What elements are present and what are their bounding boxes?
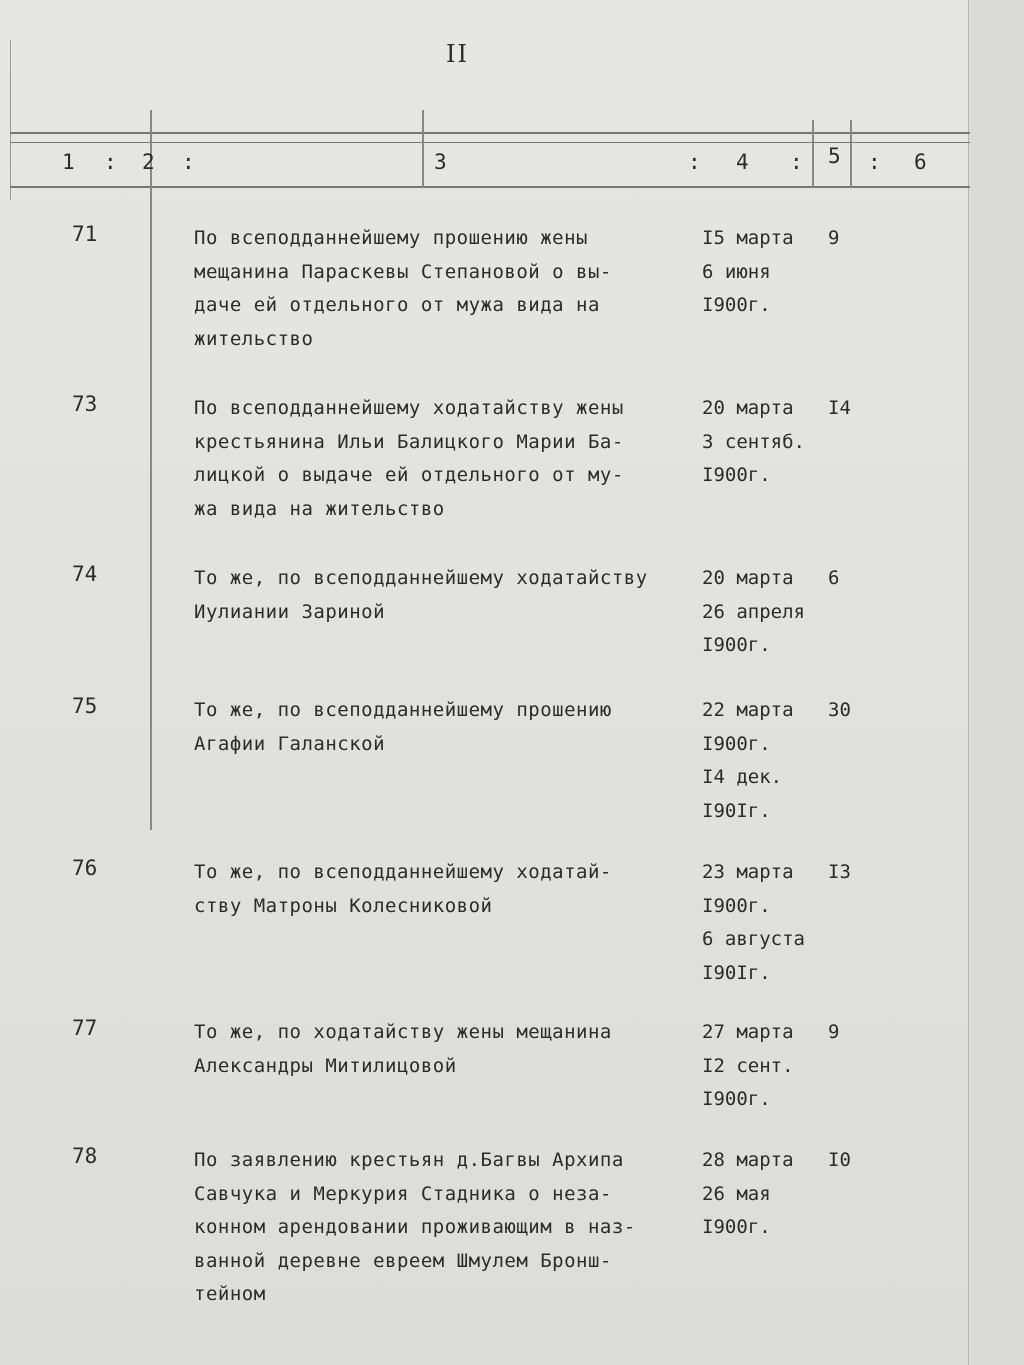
col-header-sep: :	[790, 150, 803, 174]
entry-number: 73	[72, 392, 98, 416]
entry-pages: 30	[828, 699, 851, 721]
col-header-sep: :	[868, 150, 881, 174]
entry-dates: 28 марта 26 мая I900г.	[702, 1149, 794, 1238]
entry-number: 77	[72, 1016, 98, 1040]
entry-dates: 20 марта 26 апреля I900г.	[702, 567, 805, 656]
entry-number: 75	[72, 694, 98, 718]
col-header-6: 6	[914, 150, 927, 174]
entry-pages: I3	[828, 861, 851, 883]
next-page-edge	[968, 0, 1024, 1365]
col-header-1: 1	[62, 150, 75, 174]
entry-pages: I4	[828, 397, 851, 419]
col-header-4: 4	[736, 150, 749, 174]
col-header-5: 5	[828, 144, 841, 168]
col-header-sep: :	[182, 150, 195, 174]
entry-number: 78	[72, 1144, 98, 1168]
col-header-3: 3	[434, 150, 447, 174]
entry-description: То же, по всеподданнейшему прошению Агафии Галанской	[194, 699, 612, 755]
page-number: II	[446, 40, 469, 68]
entry-dates: 27 марта I2 сент. I900г.	[702, 1021, 794, 1110]
column-rule-1	[150, 110, 152, 830]
entry-dates: 22 марта I900г. I4 дек. I90Iг.	[702, 699, 794, 822]
entry-dates: 20 марта 3 сентяб. I900г.	[702, 397, 805, 486]
entry-number: 76	[72, 856, 98, 880]
col-header-sep: :	[104, 150, 117, 174]
column-header-row	[0, 144, 1024, 180]
entry-description: То же, по всеподданнейшему ходатайству Иулиании Зариной	[194, 567, 648, 623]
entry-description: То же, по всеподданнейшему ходатай- ству Матроны Колесниковой	[194, 861, 612, 917]
col-header-sep: :	[688, 150, 701, 174]
entry-pages: 6	[828, 567, 840, 589]
entry-pages: I0	[828, 1149, 851, 1171]
header-top-rule	[10, 132, 970, 134]
entry-description: По всеподданнейшему ходатайству жены крестьянина Ильи Балицкого Марии Ба- лицкой о выдаче ей отдельного от му- жа вида на жительство	[194, 397, 624, 520]
header-mid-rule	[10, 142, 970, 143]
entry-description: То же, по ходатайству жены мещанина Александры Митилицовой	[194, 1021, 612, 1077]
entry-pages: 9	[828, 227, 840, 249]
entry-number: 71	[72, 222, 98, 246]
entry-dates: 23 марта I900г. 6 августа I90Iг.	[702, 861, 805, 984]
entry-description: По всеподданнейшему прошению жены мещанина Параскевы Степановой о вы- даче ей отдельного от мужа вида на жительство	[194, 227, 612, 350]
entry-dates: I5 марта 6 июня I900г.	[702, 227, 794, 316]
entry-number: 74	[72, 562, 98, 586]
col-header-2: 2	[142, 150, 155, 174]
entry-description: По заявлению крестьян д.Багвы Архипа Савчука и Меркурия Стадника о неза- конном арендовании проживающим в наз- ванной деревне евреем Шмулем Бронш- тейном	[194, 1149, 636, 1305]
header-bottom-rule	[10, 186, 970, 188]
entry-pages: 9	[828, 1021, 840, 1043]
